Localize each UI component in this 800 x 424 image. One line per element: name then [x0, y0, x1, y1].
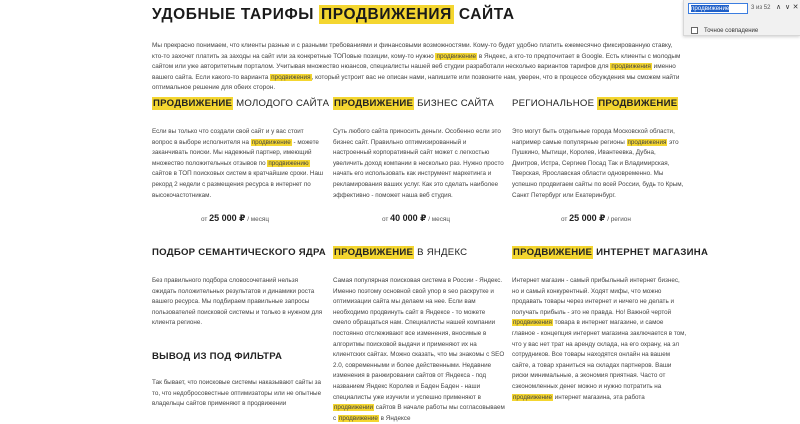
card-title-highlight: ПРОДВИЖЕНИЕ [334, 98, 414, 109]
match-case-checkbox[interactable] [691, 27, 698, 34]
card-yandex [333, 246, 505, 424]
card-title [333, 97, 505, 111]
card-text [333, 127, 505, 201]
card-business-site [333, 97, 505, 201]
match-case-option[interactable] [691, 22, 759, 34]
search-highlight: продвижения [611, 63, 651, 71]
text-segment: в Яндексе [378, 414, 411, 422]
text-segment: Самая популярная поисковая система в России - Яндекс. Именно поэтому основной свой упор в seo раскрутке и оптимизации сайта мы делаем на нее. Если вам необходимо продвинуть сайт в Яндексе - то можете смело обращаться нам. Специалисты нашей компании постоянно отслеживают все изменения, вносимые в алгоритмы поисковой выдачи и применяют их на клиентских сайтах. Можно сказать, что мы знакомы с SEO 2.0, современными и более действенными. Недавние изменения в ранжировании сайтов от Яндекса - под названием Яндекс Королев и Баден Баден - наши специалисты уже изучили и успешно применяют в [333, 277, 505, 401]
card-title [152, 246, 324, 260]
find-prev-button[interactable]: ∧ [775, 4, 782, 11]
card-title-rest: МОЛОДОГО САЙТА [233, 98, 330, 109]
card-title-highlight: ПРОДВИЖЕНИЕ [598, 98, 678, 109]
search-highlight: продвижения [271, 73, 311, 81]
text-segment: - можете заканчивать поиски. Мы надежный партнер, имеющий множество положительных отзывов по [152, 138, 319, 167]
text-segment: Интернет магазин - самый прибыльный интернет бизнес, но и самый конкурентный. Ходят мифы, что можно продавать товары через интернет и ничего не делать и получать прибыль - это не правда. Но! Важной чертой [512, 277, 680, 316]
card-title [152, 97, 330, 111]
card-title [512, 246, 709, 260]
page-title [152, 6, 515, 24]
find-bar [683, 0, 800, 36]
intro-text [152, 41, 682, 94]
card-filter-removal [152, 350, 324, 410]
price-prefix: от [382, 216, 389, 223]
find-count: 3 из 52 [751, 5, 771, 11]
price-suffix: / месяц [247, 216, 270, 223]
text-segment: Мы прекрасно понимаем, что клиенты разные и с разными требованиями и финансовыми возможностями. Кому-то будет удобно платить ежемесячно фиксированную ставку, кто-то захочет платить за заходы на сайт или за конкретные ТОПовые позиции, кому-то нужно [152, 42, 673, 60]
text-segment: Суть любого сайта приносить деньги. Особенно если это бизнес сайт. Правильно оптимизированный и настроенный корпоративный сайт может с легкостью увеличить доход компании в несколько раз. Нужно просто начать его использовать как инструмент маркетинга и рекламирования ваших услуг. Как это сделать наиболее эффективно - поможет наша веб студия. [333, 128, 504, 199]
card-title-highlight: ПРОДВИЖЕНИЕ [153, 98, 233, 109]
text-segment: именно вашего сайта. Если какого-то варианта [152, 63, 676, 81]
card-title [333, 246, 505, 260]
card-text [512, 276, 688, 403]
page-title-after: САЙТА [453, 6, 515, 23]
card-text [152, 276, 324, 329]
text-segment: интернет магазина, эта работа [553, 393, 645, 401]
price-prefix: от [201, 216, 208, 223]
find-input[interactable] [688, 3, 748, 14]
card-text [152, 378, 324, 410]
text-segment: Это могут быть отдельные города Московской области, например самые популярные регионы [512, 128, 675, 146]
price-young-site [201, 213, 269, 224]
card-title [152, 350, 324, 364]
price-value: 25 000 ₽ [209, 213, 246, 223]
card-title-rest: РЕГИОНАЛЬНОЕ [512, 98, 598, 109]
price-suffix: / месяц [428, 216, 451, 223]
text-segment: Без правильного подбора словосочетаний нельзя ожидать положительных результатов и динамики роста вашего ресурса. Мы подбираем правильные запросы пользователей поисковой системы и только в нужном для клиента регионе. [152, 277, 323, 327]
card-title-rest: БИЗНЕС САЙТА [414, 98, 494, 109]
text-segment: сайтов В начале работы мы согласовываем с [333, 404, 505, 422]
price-regional [561, 213, 631, 224]
find-query: продвижение [691, 5, 730, 12]
find-next-button[interactable]: ∨ [784, 4, 791, 11]
price-prefix: от [561, 216, 568, 223]
price-business-site [382, 213, 450, 224]
price-value: 25 000 ₽ [569, 213, 606, 223]
search-highlight: продвижения [513, 319, 552, 327]
search-highlight: продвижение [513, 393, 553, 401]
card-title-rest: ИНТЕРНЕТ МАГАЗИНА [593, 247, 709, 258]
card-title-rest: ПОДБОР СЕМАНТИЧЕСКОГО ЯДРА [152, 247, 326, 258]
search-highlight: продвижения [627, 138, 667, 146]
price-value: 40 000 ₽ [390, 213, 427, 223]
text-segment: Если вы только что создали свой сайт и у вас стоит вопрос в выборе исполнителя на [152, 128, 304, 146]
price-suffix: / регион [607, 216, 631, 223]
search-highlight: продвижении [334, 404, 374, 412]
find-close-button[interactable]: ✕ [792, 4, 799, 11]
text-segment: в Яндекс, а кто-то предпочитает в Google. Есть клиенты с молодым сайтом или уже авторитетным порталом. Учитывая множество нюансов, специалисты нашей веб студии разработали несколько вариантов тарифов для [152, 52, 681, 71]
search-highlight: продвижению [268, 159, 309, 167]
search-highlight: продвижение [338, 414, 378, 422]
card-text [512, 127, 684, 201]
text-segment: товара в интернет магазине, и самое главное - концепция интернет магазина заключается в том, что у вас нет трат на аренду склада, на его охрану, на эл сотрудников. Все товары находятся онлайн на вашем сайте, а товар храниться на складах партнеров. Ваши риски минимальные, а экономия приятная. Часто от сэкономленных денег можно и нужно потратить на [512, 319, 687, 390]
card-title-highlight: ПРОДВИЖЕНИЕ [513, 247, 593, 258]
card-title-rest: ВЫВОД ИЗ ПОД ФИЛЬТРА [152, 351, 283, 362]
card-text [333, 276, 505, 424]
text-segment: сайтов в ТОП поисковых систем в кратчайшие сроки. Наш рекорд 2 недели с размещения ресурса в интернет по высокочастотникам. [152, 170, 324, 199]
text-segment: , который устроит вас не описан нами, напишите или позвоните нам, уверен, что в процессе обсуждения мы сможем найти оптимальное решение для обеих сторон. [152, 73, 680, 92]
card-online-shop [512, 246, 709, 403]
card-title-highlight: ПРОДВИЖЕНИЕ [334, 247, 414, 258]
card-title [512, 97, 684, 111]
card-title-rest: В ЯНДЕКС [414, 247, 468, 258]
text-segment: Так бывает, что поисковые системы наказывают сайты за то, что недобросовестные оптимизаторы или не опытные владельцы сайтов применяют в продвижении [152, 379, 322, 408]
card-regional [512, 97, 684, 201]
card-text [152, 127, 324, 201]
card-young-site [152, 97, 330, 201]
text-segment: это Пушкино, Мытищи, Королев, Ивантеевка, Дубна, Дмитров, Истра, Сергиев Посад Так и Владимирская, Тверская, Ярославская области одновременно. Мы успешно продвигаем сайты по всей России, будь то Крым, Санкт Петербург или Екатеринбург. [512, 138, 684, 199]
search-highlight: продвижение [436, 52, 477, 60]
search-highlight: продвижение [251, 138, 291, 146]
page-title-before: УДОБНЫЕ ТАРИФЫ [152, 6, 319, 23]
page-title-highlight: ПРОДВИЖЕНИЯ [320, 6, 452, 23]
match-case-label: Точное совпадение [704, 27, 759, 34]
card-semantic-core [152, 246, 324, 329]
